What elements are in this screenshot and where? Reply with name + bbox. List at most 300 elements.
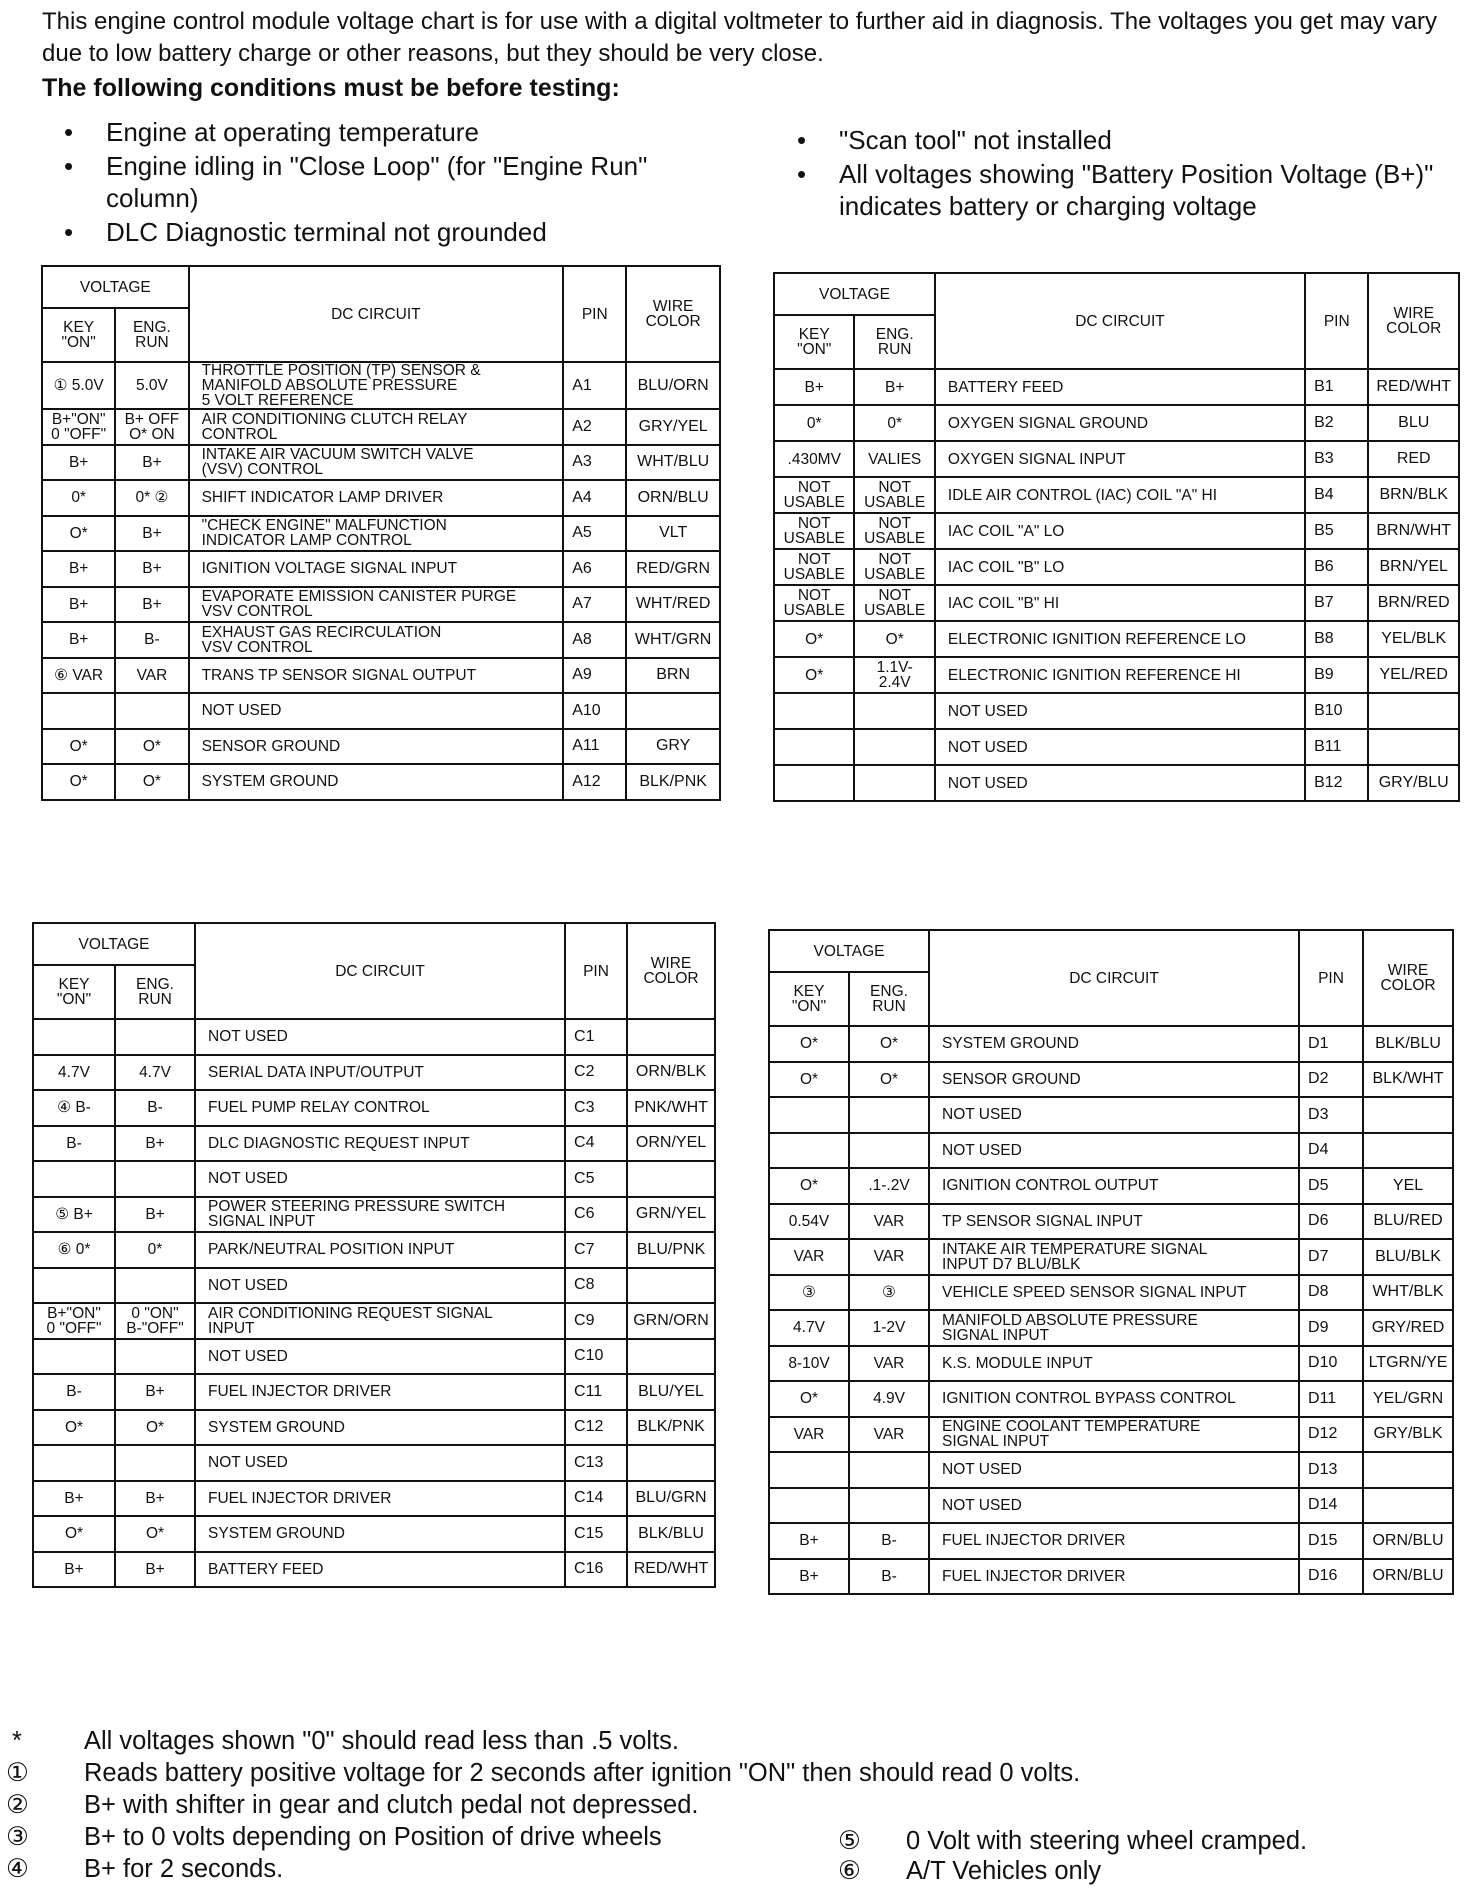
eng-run-cell: 0* ② (115, 480, 188, 516)
voltage-header: VOLTAGE (769, 930, 929, 972)
wire-color-header: WIRE COLOR (1363, 930, 1453, 1026)
voltage-header: VOLTAGE (33, 923, 195, 965)
dc-circuit-cell: BATTERY FEED (935, 369, 1305, 405)
table-row (769, 1310, 1453, 1346)
footnote-text: A/T Vehicles only (906, 1857, 1102, 1885)
eng-run-cell: VAR (115, 658, 188, 694)
pin-cell: B8 (1305, 621, 1368, 657)
wire-color-cell (627, 1445, 715, 1481)
pin-header: PIN (1299, 930, 1363, 1026)
dc-circuit-cell: SENSOR GROUND (929, 1062, 1299, 1098)
wire-color-cell: BLU/YEL (627, 1374, 715, 1410)
pin-cell: D4 (1299, 1133, 1363, 1169)
key-on-cell: B+ (42, 622, 115, 658)
dc-circuit-cell: BATTERY FEED (195, 1552, 565, 1588)
table-row (769, 1097, 1453, 1133)
eng-run-cell: 0* (115, 1232, 195, 1268)
dc-circuit-cell: IGNITION CONTROL BYPASS CONTROL (929, 1381, 1299, 1417)
wire-color-cell: BRN/YEL (1368, 549, 1459, 585)
table-row (42, 445, 720, 481)
key-on-cell (774, 765, 854, 801)
footnote-mark: ① (6, 1759, 29, 1787)
key-on-cell: 4.7V (33, 1055, 115, 1091)
key-on-cell: NOT USABLE (774, 513, 854, 549)
wire-color-cell: WHT/BLU (626, 445, 720, 481)
conditions-list-right (775, 124, 1465, 224)
key-on-cell: 0* (42, 480, 115, 516)
dc-circuit-cell: INTAKE AIR VACUUM SWITCH VALVE (VSV) CONTROL (189, 445, 564, 481)
wire-color-cell (627, 1161, 715, 1197)
footnote-text: Reads battery positive voltage for 2 seconds after ignition "ON" then should read 0 volts. (84, 1759, 1081, 1787)
eng-run-cell: B+ (115, 1374, 195, 1410)
eng-run-header: ENG. RUN (115, 308, 188, 362)
table-row (33, 1019, 715, 1055)
wire-color-cell: YEL/RED (1368, 657, 1459, 693)
pin-cell: B12 (1305, 765, 1368, 801)
key-on-cell: O* (769, 1381, 849, 1417)
dc-circuit-cell: ELECTRONIC IGNITION REFERENCE HI (935, 657, 1305, 693)
wire-color-cell: ORN/BLU (626, 480, 720, 516)
table-row (769, 1559, 1453, 1595)
pin-cell: A2 (563, 409, 626, 445)
pin-cell: D2 (1299, 1062, 1363, 1098)
table-row (42, 362, 720, 409)
key-on-cell: O* (769, 1168, 849, 1204)
eng-run-cell: O* (849, 1026, 929, 1062)
pin-cell: C8 (565, 1268, 627, 1304)
eng-run-cell: B- (849, 1559, 929, 1595)
dc-circuit-cell: TP SENSOR SIGNAL INPUT (929, 1204, 1299, 1240)
wire-color-cell: LTGRN/YE (1363, 1346, 1453, 1382)
key-on-cell: 4.7V (769, 1310, 849, 1346)
pin-cell: C15 (565, 1516, 627, 1552)
pin-cell: D14 (1299, 1488, 1363, 1524)
dc-circuit-cell: FUEL INJECTOR DRIVER (195, 1374, 565, 1410)
dc-circuit-cell: NOT USED (929, 1488, 1299, 1524)
key-on-cell: 8-10V (769, 1346, 849, 1382)
wire-color-cell: WHT/GRN (626, 622, 720, 658)
dc-circuit-cell: EVAPORATE EMISSION CANISTER PURGE VSV CONTROL (189, 587, 564, 623)
table-row (33, 1232, 715, 1268)
pin-cell: B4 (1305, 477, 1368, 513)
table-row (33, 1090, 715, 1126)
key-on-cell: VAR (769, 1239, 849, 1275)
key-on-header: KEY "ON" (42, 308, 115, 362)
table-row (769, 1275, 1453, 1311)
eng-run-cell: B+ (115, 445, 188, 481)
dc-circuit-cell: ENGINE COOLANT TEMPERATURE SIGNAL INPUT (929, 1417, 1299, 1453)
wire-color-cell (1368, 693, 1459, 729)
pin-cell: D7 (1299, 1239, 1363, 1275)
wire-color-cell: PNK/WHT (627, 1090, 715, 1126)
eng-run-cell (115, 1019, 195, 1055)
wire-color-cell: GRN/YEL (627, 1197, 715, 1233)
eng-run-cell: B+ (115, 551, 188, 587)
dc-circuit-cell: POWER STEERING PRESSURE SWITCH SIGNAL INPUT (195, 1197, 565, 1233)
wire-color-cell: RED/GRN (626, 551, 720, 587)
eng-run-cell (115, 1268, 195, 1304)
pin-cell: D11 (1299, 1381, 1363, 1417)
dc-circuit-cell: OXYGEN SIGNAL GROUND (935, 405, 1305, 441)
wire-color-cell: BLK/PNK (626, 764, 720, 800)
dc-circuit-cell: SYSTEM GROUND (189, 764, 564, 800)
wire-color-cell: BLK/PNK (627, 1410, 715, 1446)
eng-run-cell: 5.0V (115, 362, 188, 409)
key-on-cell: NOT USABLE (774, 549, 854, 585)
key-on-cell (769, 1133, 849, 1169)
key-on-cell: B+ (33, 1552, 115, 1588)
pin-cell: D8 (1299, 1275, 1363, 1311)
eng-run-cell (854, 765, 934, 801)
key-on-cell (769, 1452, 849, 1488)
eng-run-header: ENG. RUN (115, 965, 195, 1019)
dc-circuit-cell: FUEL INJECTOR DRIVER (195, 1481, 565, 1517)
pin-cell: C2 (565, 1055, 627, 1091)
pin-cell: C11 (565, 1374, 627, 1410)
table-row (33, 1197, 715, 1233)
key-on-cell (33, 1161, 115, 1197)
dc-circuit-cell: NOT USED (189, 693, 564, 729)
key-on-cell: O* (774, 657, 854, 693)
wire-color-cell: BRN (626, 658, 720, 694)
eng-run-cell (849, 1488, 929, 1524)
table-row (769, 1026, 1453, 1062)
pin-cell: C3 (565, 1090, 627, 1126)
wire-color-cell: GRY/RED (1363, 1310, 1453, 1346)
eng-run-cell (115, 1339, 195, 1375)
wire-color-header: WIRE COLOR (1368, 273, 1459, 369)
footnote-text: B+ with shifter in gear and clutch pedal not depressed. (84, 1791, 699, 1819)
wire-color-cell: BLU/BLK (1363, 1239, 1453, 1275)
wire-color-cell: RED/WHT (627, 1552, 715, 1588)
voltage-header: VOLTAGE (774, 273, 935, 315)
key-on-cell: B+ (769, 1559, 849, 1595)
key-on-cell (774, 729, 854, 765)
conditions-title: The following conditions must be before testing: (42, 74, 620, 102)
dc-circuit-cell: OXYGEN SIGNAL INPUT (935, 441, 1305, 477)
pin-cell: A8 (563, 622, 626, 658)
pin-cell: D16 (1299, 1559, 1363, 1595)
dc-circuit-cell: SERIAL DATA INPUT/OUTPUT (195, 1055, 565, 1091)
wire-color-cell: ORN/BLU (1363, 1559, 1453, 1595)
pin-cell: B10 (1305, 693, 1368, 729)
wire-color-cell (1363, 1133, 1453, 1169)
key-on-cell: NOT USABLE (774, 477, 854, 513)
pin-cell: D5 (1299, 1168, 1363, 1204)
wire-color-cell: YEL/GRN (1363, 1381, 1453, 1417)
eng-run-cell: NOT USABLE (854, 585, 934, 621)
wire-color-cell: GRY (626, 729, 720, 765)
wire-color-cell: ORN/YEL (627, 1126, 715, 1162)
eng-run-cell: VALIES (854, 441, 934, 477)
eng-run-cell: VAR (849, 1204, 929, 1240)
eng-run-cell: O* (115, 1516, 195, 1552)
eng-run-cell (115, 1445, 195, 1481)
eng-run-cell: O* (849, 1062, 929, 1098)
dc-circuit-cell: SYSTEM GROUND (929, 1026, 1299, 1062)
pin-cell: B2 (1305, 405, 1368, 441)
table-row (774, 585, 1459, 621)
key-on-header: KEY "ON" (769, 972, 849, 1026)
wire-color-cell (1363, 1488, 1453, 1524)
footnote-text: B+ for 2 seconds. (84, 1855, 284, 1883)
footnote-mark: * (12, 1727, 22, 1755)
voltage-header: VOLTAGE (42, 266, 189, 308)
dc-circuit-cell: AIR CONDITIONING REQUEST SIGNAL INPUT (195, 1303, 565, 1339)
table-row (769, 1523, 1453, 1559)
dc-circuit-cell: IGNITION CONTROL OUTPUT (929, 1168, 1299, 1204)
pin-header: PIN (565, 923, 627, 1019)
footnote-text: B+ to 0 volts depending on Position of drive wheels (84, 1823, 662, 1851)
key-on-header: KEY "ON" (774, 315, 854, 369)
pin-cell: C4 (565, 1126, 627, 1162)
eng-run-header: ENG. RUN (854, 315, 934, 369)
table-row (769, 1488, 1453, 1524)
pin-cell: B3 (1305, 441, 1368, 477)
condition-item: • Engine at operating temperature (42, 116, 742, 148)
wire-color-cell: BLU (1368, 405, 1459, 441)
dc-circuit-cell: INTAKE AIR TEMPERATURE SIGNAL INPUT D7 BLU/BLK (929, 1239, 1299, 1275)
eng-run-cell (849, 1452, 929, 1488)
pin-cell: B7 (1305, 585, 1368, 621)
key-on-cell: O* (774, 621, 854, 657)
eng-run-cell (115, 693, 188, 729)
key-on-cell (33, 1268, 115, 1304)
eng-run-cell: B- (115, 622, 188, 658)
pin-cell: C1 (565, 1019, 627, 1055)
dc-circuit-cell: FUEL INJECTOR DRIVER (929, 1559, 1299, 1595)
key-on-cell: B+ (42, 587, 115, 623)
dc-circuit-cell: IAC COIL "A" LO (935, 513, 1305, 549)
eng-run-cell: VAR (849, 1346, 929, 1382)
pin-cell: A5 (563, 516, 626, 552)
wire-color-cell: GRY/BLU (1368, 765, 1459, 801)
pin-cell: C6 (565, 1197, 627, 1233)
eng-run-cell: VAR (849, 1417, 929, 1453)
table-row (33, 1552, 715, 1588)
eng-run-cell: B+ (115, 1197, 195, 1233)
table-row (774, 513, 1459, 549)
key-on-cell: ④ B- (33, 1090, 115, 1126)
dc-circuit-header: DC CIRCUIT (935, 273, 1305, 369)
dc-circuit-header: DC CIRCUIT (189, 266, 564, 362)
table-row (769, 1417, 1453, 1453)
eng-run-cell (854, 693, 934, 729)
eng-run-cell: NOT USABLE (854, 513, 934, 549)
pin-cell: C10 (565, 1339, 627, 1375)
table-row (42, 693, 720, 729)
key-on-cell: ③ (769, 1275, 849, 1311)
dc-circuit-cell: TRANS TP SENSOR SIGNAL OUTPUT (189, 658, 564, 694)
table-row (769, 1239, 1453, 1275)
pin-cell: B11 (1305, 729, 1368, 765)
key-on-cell (42, 693, 115, 729)
pin-cell: D3 (1299, 1097, 1363, 1133)
pin-header: PIN (1305, 273, 1368, 369)
wire-color-cell (1363, 1097, 1453, 1133)
footnote-mark: ③ (6, 1823, 29, 1851)
table-row (42, 764, 720, 800)
dc-circuit-cell: "CHECK ENGINE" MALFUNCTION INDICATOR LAMP CONTROL (189, 516, 564, 552)
pin-cell: A10 (563, 693, 626, 729)
wire-color-cell: GRY/BLK (1363, 1417, 1453, 1453)
pin-cell: D6 (1299, 1204, 1363, 1240)
key-on-cell: B- (33, 1374, 115, 1410)
dc-circuit-cell: NOT USED (929, 1452, 1299, 1488)
pin-cell: B1 (1305, 369, 1368, 405)
dc-circuit-cell: SENSOR GROUND (189, 729, 564, 765)
key-on-header: KEY "ON" (33, 965, 115, 1019)
pin-cell: D12 (1299, 1417, 1363, 1453)
table-row (33, 1268, 715, 1304)
pin-cell: B5 (1305, 513, 1368, 549)
key-on-cell: B+ (42, 445, 115, 481)
wire-color-cell: RED (1368, 441, 1459, 477)
key-on-cell: O* (33, 1516, 115, 1552)
eng-run-cell (849, 1133, 929, 1169)
key-on-cell: NOT USABLE (774, 585, 854, 621)
pin-cell: A3 (563, 445, 626, 481)
eng-run-cell: B+ (115, 1126, 195, 1162)
table-row (33, 1161, 715, 1197)
table-row (774, 549, 1459, 585)
table-row (769, 1381, 1453, 1417)
conditions-list-left (42, 116, 742, 250)
wire-color-cell (1368, 729, 1459, 765)
dc-circuit-cell: MANIFOLD ABSOLUTE PRESSURE SIGNAL INPUT (929, 1310, 1299, 1346)
eng-run-cell (854, 729, 934, 765)
wire-color-cell: ORN/BLU (1363, 1523, 1453, 1559)
pin-cell: C5 (565, 1161, 627, 1197)
table-row (33, 1516, 715, 1552)
eng-run-cell: 0 "ON" B-"OFF" (115, 1303, 195, 1339)
wire-color-cell: ORN/BLK (627, 1055, 715, 1091)
key-on-cell (769, 1488, 849, 1524)
voltage-table-a (41, 265, 721, 801)
wire-color-cell: RED/WHT (1368, 369, 1459, 405)
eng-run-cell: 1.1V- 2.4V (854, 657, 934, 693)
pin-cell: A11 (563, 729, 626, 765)
table-row (769, 1133, 1453, 1169)
key-on-cell: B+ (774, 369, 854, 405)
voltage-table-d (768, 929, 1454, 1595)
wire-color-cell: BRN/WHT (1368, 513, 1459, 549)
key-on-cell (774, 693, 854, 729)
eng-run-cell: 4.9V (849, 1381, 929, 1417)
pin-cell: D15 (1299, 1523, 1363, 1559)
wire-color-cell (626, 693, 720, 729)
key-on-cell: 0* (774, 405, 854, 441)
eng-run-cell: B+ (115, 587, 188, 623)
key-on-cell: B+ (42, 551, 115, 587)
intro-paragraph: This engine control module voltage chart is for use with a digital voltmeter to further aid in diagnosis. The voltages you get may vary due to low battery charge or other reasons, but they should be very close. (42, 8, 1437, 67)
wire-color-cell: YEL/BLK (1368, 621, 1459, 657)
dc-circuit-cell: NOT USED (935, 693, 1305, 729)
dc-circuit-cell: SYSTEM GROUND (195, 1410, 565, 1446)
wire-color-cell: BLU/RED (1363, 1204, 1453, 1240)
wire-color-header: WIRE COLOR (627, 923, 715, 1019)
table-row (774, 405, 1459, 441)
wire-color-cell: WHT/RED (626, 587, 720, 623)
pin-cell: A12 (563, 764, 626, 800)
table-row (33, 1481, 715, 1517)
footnote-mark: ⑥ (838, 1857, 861, 1885)
key-on-cell: O* (42, 729, 115, 765)
eng-run-cell: O* (115, 729, 188, 765)
pin-cell: C9 (565, 1303, 627, 1339)
wire-color-cell: BLU/PNK (627, 1232, 715, 1268)
eng-run-cell: B+ OFF O* ON (115, 409, 188, 445)
key-on-cell: O* (769, 1062, 849, 1098)
dc-circuit-cell: SHIFT INDICATOR LAMP DRIVER (189, 480, 564, 516)
dc-circuit-cell: IAC COIL "B" HI (935, 585, 1305, 621)
table-row (42, 409, 720, 445)
dc-circuit-cell: IGNITION VOLTAGE SIGNAL INPUT (189, 551, 564, 587)
wire-color-cell (627, 1019, 715, 1055)
eng-run-cell: NOT USABLE (854, 549, 934, 585)
pin-cell: D1 (1299, 1026, 1363, 1062)
table-row (769, 1168, 1453, 1204)
condition-item: • DLC Diagnostic terminal not grounded (42, 216, 742, 248)
pin-cell: A7 (563, 587, 626, 623)
dc-circuit-cell: NOT USED (195, 1019, 565, 1055)
key-on-cell (33, 1445, 115, 1481)
dc-circuit-cell: ELECTRONIC IGNITION REFERENCE LO (935, 621, 1305, 657)
key-on-cell: O* (33, 1410, 115, 1446)
table-row (774, 441, 1459, 477)
eng-run-cell: .1-.2V (849, 1168, 929, 1204)
key-on-cell: B+ (33, 1481, 115, 1517)
table-row (769, 1204, 1453, 1240)
table-row (42, 516, 720, 552)
voltage-table-c (32, 922, 716, 1588)
condition-item: • "Scan tool" not installed (775, 124, 1465, 156)
key-on-cell: B+"ON" 0 "OFF" (42, 409, 115, 445)
table-row (774, 729, 1459, 765)
table-row (774, 621, 1459, 657)
pin-cell: A4 (563, 480, 626, 516)
table-row (774, 369, 1459, 405)
key-on-cell: O* (42, 764, 115, 800)
key-on-cell: ⑥ 0* (33, 1232, 115, 1268)
dc-circuit-cell: EXHAUST GAS RECIRCULATION VSV CONTROL (189, 622, 564, 658)
key-on-cell: 0.54V (769, 1204, 849, 1240)
key-on-cell: ⑥ VAR (42, 658, 115, 694)
dc-circuit-cell: IDLE AIR CONTROL (IAC) COIL "A" HI (935, 477, 1305, 513)
eng-run-cell: B- (849, 1523, 929, 1559)
table-row (42, 480, 720, 516)
eng-run-cell: B+ (115, 516, 188, 552)
footnote-text: 0 Volt with steering wheel cramped. (906, 1827, 1308, 1855)
pin-cell: C12 (565, 1410, 627, 1446)
pin-cell: C7 (565, 1232, 627, 1268)
dc-circuit-cell: K.S. MODULE INPUT (929, 1346, 1299, 1382)
eng-run-cell: B+ (115, 1552, 195, 1588)
dc-circuit-header: DC CIRCUIT (195, 923, 565, 1019)
eng-run-cell: NOT USABLE (854, 477, 934, 513)
wire-color-cell: GRN/ORN (627, 1303, 715, 1339)
wire-color-header: WIRE COLOR (626, 266, 720, 362)
key-on-cell: B+ (769, 1523, 849, 1559)
table-row (769, 1346, 1453, 1382)
wire-color-cell: BLK/BLU (627, 1516, 715, 1552)
dc-circuit-cell: FUEL PUMP RELAY CONTROL (195, 1090, 565, 1126)
table-row (774, 765, 1459, 801)
table-row (42, 587, 720, 623)
dc-circuit-cell: IAC COIL "B" LO (935, 549, 1305, 585)
dc-circuit-cell: DLC DIAGNOSTIC REQUEST INPUT (195, 1126, 565, 1162)
table-row (42, 551, 720, 587)
